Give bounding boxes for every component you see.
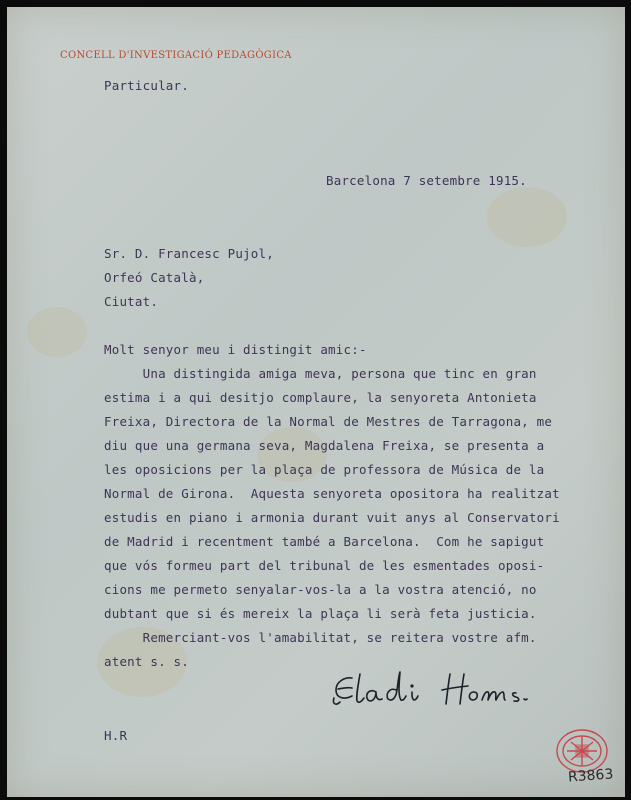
stain — [487, 187, 567, 247]
body-line: estudis en piano i armonia durant vuit anys al Conservatori — [104, 510, 560, 525]
body-line: Una distingida amiga meva, persona que tinc en gran — [104, 366, 537, 381]
handwritten-signature — [330, 668, 545, 710]
body-line: Freixa, Directora de la Normal de Mestres de Tarragona, me — [104, 414, 553, 429]
body-line: atent s. s. — [104, 654, 189, 669]
date-line: Barcelona 7 setembre 1915. — [326, 173, 527, 188]
body-line: estima i a qui desitjo complaure, la senyoreta Antonieta — [104, 390, 537, 405]
body-line: diu que una germana seva, Magdalena Freixa, se presenta a — [104, 438, 545, 453]
body-line: Remerciant-vos l'amabilitat, se reitera vostre afm. — [104, 630, 537, 645]
recipient-line: Sr. D. Francesc Pujol, — [104, 246, 274, 261]
body-line: cions me permeto senyalar-vos-la a la vostra atenció, no — [104, 582, 537, 597]
body-line: dubtant que si és mereix la plaça li serà feta justicia. — [104, 606, 537, 621]
letterhead: CONCELL D'INVESTIGACIÓ PEDAGÒGICA — [60, 50, 292, 61]
body-line: que vós formeu part del tribunal de les esmentades oposi- — [104, 558, 545, 573]
body-line: de Madrid i recentment també a Barcelona. Com he sapigut — [104, 534, 545, 549]
marking: Particular. — [104, 78, 189, 93]
salutation: Molt senyor meu i distingit amic:- — [104, 342, 367, 357]
body-line: les oposicions per la plaça de professora de Música de la — [104, 462, 545, 477]
recipient-line: Ciutat. — [104, 294, 159, 309]
stain — [27, 307, 87, 357]
archive-number: R3863 — [567, 766, 614, 786]
body-line: Normal de Girona. Aquesta senyoreta opositora ha realitzat — [104, 486, 560, 501]
sender-initials: H.R — [104, 728, 128, 743]
recipient-line: Orfeó Català, — [104, 270, 205, 285]
